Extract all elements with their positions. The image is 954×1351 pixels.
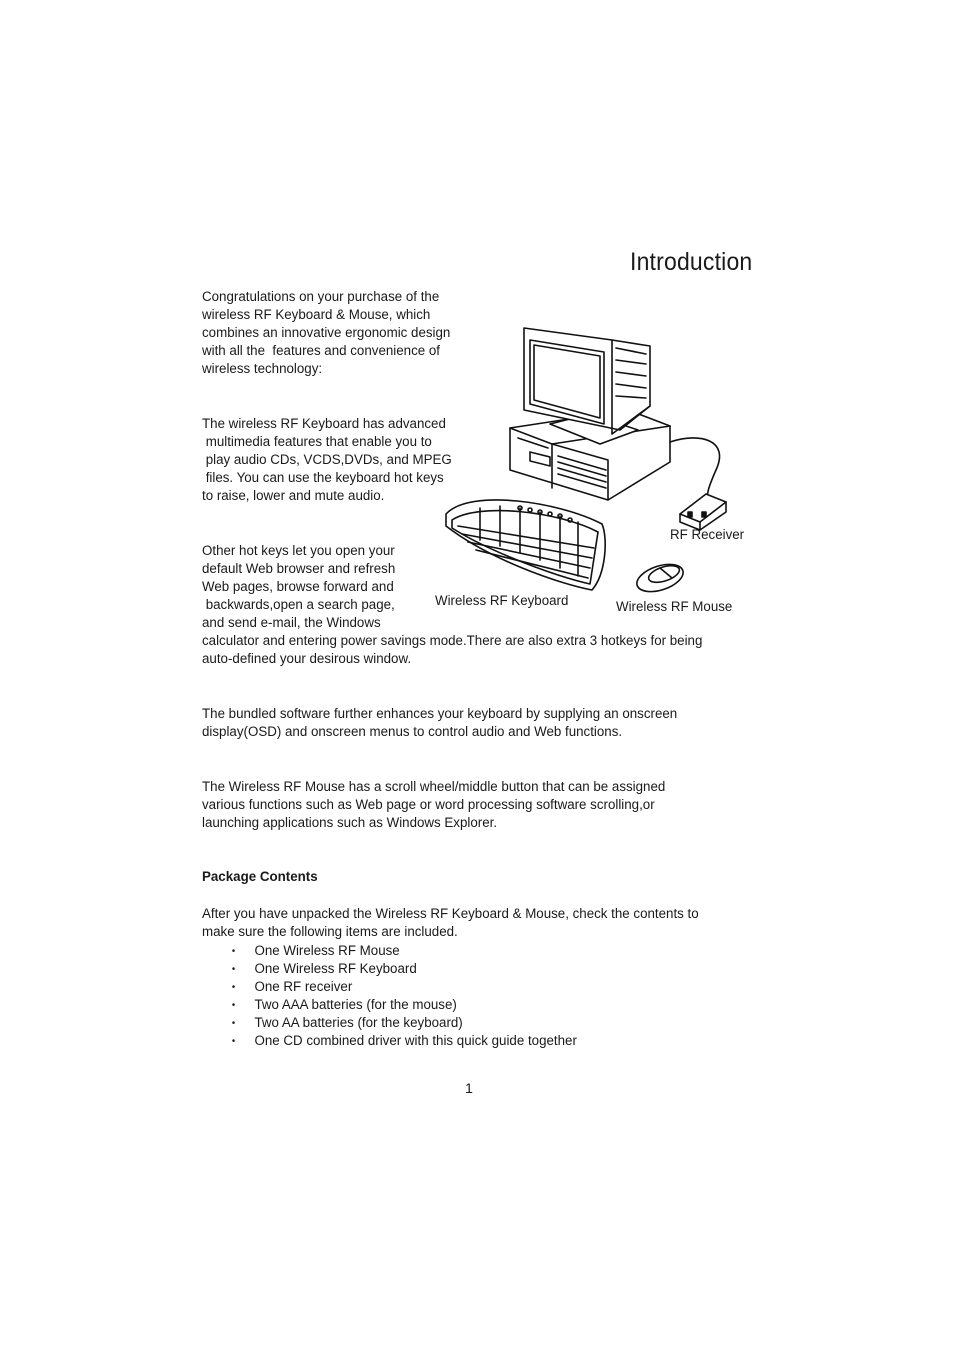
keyboard-paragraph <box>202 415 452 505</box>
wireless-keyboard <box>446 500 605 590</box>
package-intro-line: After you have unpacked the Wireless RF Keyboard & Mouse, check the contents to <box>202 906 699 922</box>
list-item: • One CD combined driver with this quick guide together <box>230 1032 577 1050</box>
intro-line: wireless RF Keyboard & Mouse, which <box>202 307 431 323</box>
package-intro-line: make sure the following items are included. <box>202 924 458 940</box>
hotkeys-line: default Web browser and refresh <box>202 561 396 577</box>
mouse-line: launching applications such as Windows Explorer. <box>202 815 498 831</box>
wireless-mouse <box>633 559 686 597</box>
hotkeys-line: Other hot keys let you open your <box>202 543 395 559</box>
intro-line: wireless technology: <box>202 361 323 377</box>
hotkeys-line: calculator and entering power savings mode.There are also extra 3 hotkeys for being <box>202 633 703 649</box>
list-item: • Two AAA batteries (for the mouse) <box>230 996 577 1014</box>
receiver-cable <box>670 438 720 502</box>
mouse-line: The Wireless RF Mouse has a scroll wheel/middle button that can be assigned <box>202 779 666 795</box>
mouse-line: various functions such as Web page or word processing software scrolling,or <box>202 797 655 813</box>
keyboard-line: files. You can use the keyboard hot keys <box>202 470 444 486</box>
package-contents-heading: Package Contents <box>202 869 318 885</box>
keyboard-line: to raise, lower and mute audio. <box>202 488 385 504</box>
mouse-paragraph <box>202 778 665 832</box>
list-item: • One Wireless RF Mouse <box>230 942 577 960</box>
hotkeys-line: auto-defined your desirous window. <box>202 651 412 667</box>
hotkeys-line: Web pages, browse forward and <box>202 579 394 595</box>
hotkeys-line: and send e-mail, the Windows <box>202 615 381 631</box>
keyboard-line: play audio CDs, VCDS,DVDs, and MPEG <box>202 452 452 468</box>
keyboard-line: multimedia features that enable you to <box>202 434 432 450</box>
list-item: • One RF receiver <box>230 978 577 996</box>
hotkeys-line: backwards,open a search page, <box>202 597 395 613</box>
intro-line: with all the features and convenience of <box>202 343 440 359</box>
software-paragraph <box>202 705 677 741</box>
package-list <box>230 942 577 1050</box>
package-intro <box>202 905 699 941</box>
software-line: The bundled software further enhances your keyboard by supplying an onscreen <box>202 706 678 722</box>
intro-line: Congratulations on your purchase of the <box>202 289 440 305</box>
page-number: 1 <box>465 1081 473 1097</box>
rf-receiver-label: RF Receiver <box>670 527 745 543</box>
rf-receiver <box>680 494 726 530</box>
software-line: display(OSD) and onscreen menus to control audio and Web functions. <box>202 724 623 740</box>
wireless-keyboard-label: Wireless RF Keyboard <box>435 593 569 609</box>
intro-paragraph <box>202 288 450 378</box>
keyboard-line: The wireless RF Keyboard has advanced <box>202 416 446 432</box>
list-item: • Two AA batteries (for the keyboard) <box>230 1014 577 1032</box>
wireless-mouse-label: Wireless RF Mouse <box>616 599 733 615</box>
list-item: • One Wireless RF Keyboard <box>230 960 577 978</box>
page-title: Introduction <box>630 248 753 276</box>
product-illustration <box>440 320 740 600</box>
intro-line: combines an innovative ergonomic design <box>202 325 451 341</box>
